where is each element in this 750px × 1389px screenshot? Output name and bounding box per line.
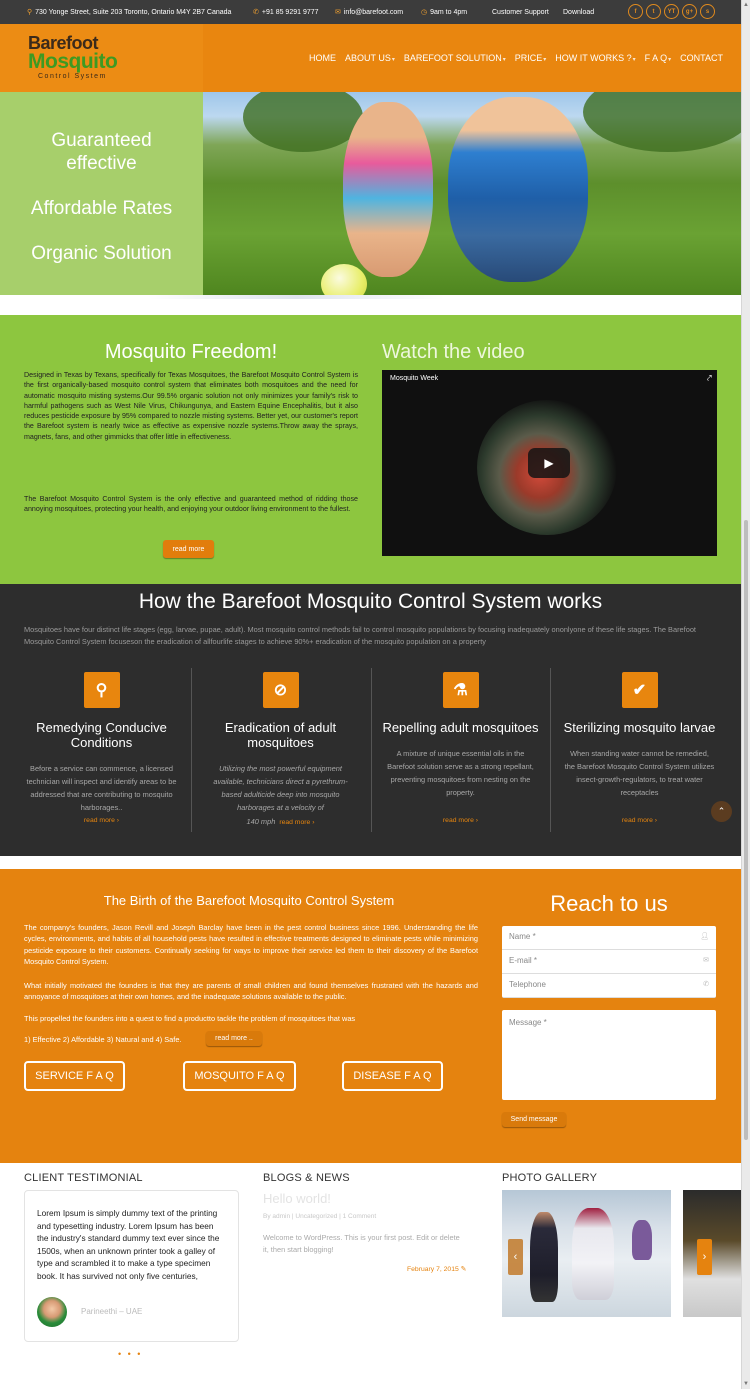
birth-paragraph-3: This propelled the founders into a quest to find a productto tackle the problem of mosquitoes that was bbox=[24, 1014, 356, 1023]
hero-tree bbox=[583, 92, 741, 152]
testimonial-card bbox=[24, 1190, 239, 1342]
disease-faq-button[interactable]: DISEASE F A Q bbox=[342, 1061, 443, 1091]
site-header bbox=[0, 24, 741, 92]
search-icon: ⚲ bbox=[84, 672, 120, 708]
mosquito-faq-button[interactable]: MOSQUITO F A Q bbox=[183, 1061, 296, 1091]
download-link[interactable]: Download bbox=[563, 8, 595, 16]
feature-read-more-label: read more bbox=[279, 819, 311, 826]
video-heading: Watch the video bbox=[382, 341, 525, 363]
chevron-up-icon: ⌃ bbox=[717, 806, 726, 816]
feature-read-more[interactable] bbox=[191, 817, 370, 826]
nav-home[interactable] bbox=[309, 53, 336, 63]
hero-benefit-organic: Organic Solution bbox=[31, 243, 172, 264]
blog-post-excerpt: Welcome to WordPress. This is your first post. Edit or delete it, then start blogging! bbox=[263, 1233, 460, 1254]
nav-faq[interactable] bbox=[645, 53, 672, 63]
photo-person bbox=[632, 1220, 652, 1260]
gallery-photo-ice-skating[interactable] bbox=[502, 1190, 671, 1317]
phone-icon: ✆ bbox=[253, 9, 259, 16]
address-info bbox=[27, 8, 231, 16]
vertical-scrollbar[interactable] bbox=[741, 0, 750, 1389]
service-faq-button[interactable]: SERVICE F A Q bbox=[24, 1061, 125, 1091]
testimonial-author: Parineethi – UAE bbox=[81, 1307, 143, 1316]
intro-paragraph-2: The Barefoot Mosquito Control System is the only effective and guaranteed method of ridding those annoying mosquitoes, protecting your health, and enjoying your outdoor living environment to the fullest. bbox=[24, 495, 358, 514]
pencil-icon: ✎ bbox=[460, 1266, 467, 1273]
youtube-icon[interactable]: YT bbox=[664, 4, 679, 19]
hero-tree bbox=[243, 92, 363, 152]
facebook-icon[interactable]: f bbox=[628, 4, 643, 19]
nav-about-us-label: ABOUT US bbox=[345, 53, 391, 63]
birth-title: The Birth of the Barefoot Mosquito Control System bbox=[103, 893, 395, 908]
message-field[interactable] bbox=[502, 1010, 716, 1100]
chevron-right-icon: › bbox=[475, 817, 479, 824]
gallery-photo-bottles[interactable] bbox=[683, 1190, 741, 1317]
blog-post-date bbox=[407, 1265, 466, 1273]
nav-contact[interactable] bbox=[680, 53, 723, 63]
feature-extra-text: 140 mph bbox=[246, 817, 276, 826]
blog-post-meta: By admin | Uncategorized | 1 Comment bbox=[263, 1213, 377, 1220]
skype-icon[interactable]: s bbox=[700, 4, 715, 19]
hero-benefit-affordable: Affordable Rates bbox=[30, 198, 173, 219]
feature-text: When standing water cannot be remedied, the Barefoot Mosquito Control System utilizes insect-growth-regulators, to treat water receptacles bbox=[564, 749, 715, 797]
feature-remedying bbox=[12, 672, 191, 832]
video-title[interactable]: Mosquito Week bbox=[390, 375, 439, 382]
scroll-up-arrow[interactable]: ▲ bbox=[743, 2, 749, 8]
feature-title: Eradication of adult mosquitoes bbox=[224, 720, 337, 750]
blog-heading: BLOGS & NEWS bbox=[263, 1172, 350, 1184]
envelope-icon: ✉ bbox=[335, 9, 341, 16]
video-player[interactable] bbox=[382, 370, 717, 556]
check-icon: ✔ bbox=[622, 672, 658, 708]
feature-read-more-label: read more bbox=[621, 817, 653, 824]
feature-text: Before a service can commence, a licensed technician will inspect and identify areas to be addressed that are contributing to mosquito harborages.. bbox=[26, 764, 177, 812]
email-text[interactable]: info@barefoot.com bbox=[343, 8, 404, 16]
telephone-placeholder: Telephone bbox=[509, 980, 546, 989]
chevron-right-icon: › bbox=[116, 817, 120, 824]
mosquito-freedom-section bbox=[0, 315, 741, 584]
telephone-field[interactable] bbox=[502, 974, 716, 998]
birth-paragraph-1: The company's founders, Jason Revill and Joseph Barclay have been in the pest control business since 1996. Understanding the life cycles, environments, and habits of all household pests have resulted in effective treatments designed to eliminate pests while minimizing pesticide exposure to their customers. Continually seeking for ways to improve their service led them to their discovery of the Barefoot Mosquito Control System. bbox=[24, 923, 478, 966]
nav-about-us[interactable] bbox=[345, 53, 395, 63]
feature-divider bbox=[191, 668, 192, 832]
footer-widgets bbox=[0, 1163, 741, 1389]
how-title: How the Barefoot Mosquito Control System works bbox=[138, 590, 603, 613]
photo-person bbox=[572, 1208, 614, 1300]
message-placeholder: Message * bbox=[509, 1018, 547, 1027]
hero-boy bbox=[448, 97, 588, 282]
nav-how-it-works-label: HOW IT WORKS ? bbox=[555, 53, 632, 63]
hero-girl bbox=[343, 102, 433, 277]
gallery-prev-button[interactable]: ‹ bbox=[508, 1239, 523, 1275]
hours-text: 9am to 4pm bbox=[430, 8, 468, 16]
logo[interactable] bbox=[28, 34, 148, 84]
chevron-down-icon: ▾ bbox=[632, 57, 636, 63]
feature-divider bbox=[371, 668, 372, 832]
blog-post-date-text: February 7, 2015 bbox=[407, 1266, 459, 1273]
testimonial-text: Lorem Ipsum is simply dummy text of the printing and typesetting industry. Lorem Ipsum has been the industry's standard dummy text ever since the 1500s, when an unknown printer took a galley of type and scrambled it to make a type specimen book. It has survived not only five centuries, bbox=[37, 1208, 220, 1281]
gallery-next-button[interactable]: › bbox=[697, 1239, 712, 1275]
nav-how-it-works[interactable] bbox=[555, 53, 635, 63]
feature-read-more[interactable] bbox=[550, 817, 729, 824]
logo-line-3: Control System bbox=[38, 73, 107, 80]
feature-text: A mixture of unique essential oils in the Barefoot solution serve as a strong repellant, preventing mosquitoes from nesting on the property. bbox=[387, 749, 534, 797]
phone-info bbox=[253, 8, 319, 16]
feature-read-more[interactable] bbox=[12, 817, 191, 824]
feature-text: Utilizing the most powerful equipment available, technicians direct a pyrethrum-based adulticide deep into mosquito harborages at a velocity of bbox=[213, 764, 348, 812]
phone-text: +91 85 9291 9777 bbox=[261, 8, 319, 16]
hero-banner bbox=[0, 92, 741, 299]
feature-read-more-label: read more bbox=[442, 817, 474, 824]
email-info[interactable] bbox=[335, 8, 403, 16]
clock-icon: ◷ bbox=[421, 9, 428, 16]
feature-title: Repelling adult mosquitoes bbox=[382, 720, 539, 735]
chevron-right-icon: › bbox=[654, 817, 658, 824]
feature-read-more[interactable] bbox=[371, 817, 550, 824]
nav-contact-label: CONTACT bbox=[680, 53, 723, 63]
avatar bbox=[37, 1297, 67, 1327]
feature-title: Remedying Conducive Conditions bbox=[36, 720, 167, 750]
birth-read-more-button[interactable]: read more .. bbox=[206, 1031, 262, 1046]
scrollbar-thumb[interactable] bbox=[744, 520, 748, 1140]
twitter-icon[interactable]: t bbox=[646, 4, 661, 19]
hero-benefit-guaranteed: Guaranteed effective bbox=[51, 130, 152, 174]
social-links bbox=[628, 4, 715, 19]
scroll-down-arrow[interactable]: ▼ bbox=[743, 1381, 749, 1387]
customer-support-link[interactable]: Customer Support bbox=[492, 8, 549, 16]
chevron-down-icon: ▾ bbox=[543, 57, 547, 63]
user-icon: 👤︎ bbox=[700, 933, 709, 940]
carousel-dots[interactable]: • • • bbox=[118, 1349, 143, 1359]
nav-price-label: PRICE bbox=[514, 53, 543, 63]
photo-person bbox=[530, 1212, 558, 1302]
birth-paragraph-4: 1) Effective 2) Affordable 3) Natural and 4) Safe. bbox=[24, 1035, 182, 1044]
feature-repelling bbox=[371, 672, 550, 832]
share-icon[interactable]: ⤤ bbox=[706, 373, 712, 383]
nav-price[interactable] bbox=[515, 53, 547, 63]
contact-title: Reach to us bbox=[550, 891, 668, 916]
logo-line-2: Mosquito bbox=[28, 50, 118, 73]
chevron-down-icon: ▾ bbox=[668, 57, 672, 63]
nav-faq-label: F A Q bbox=[644, 53, 668, 63]
nav-barefoot-solution-label: BAREFOOT SOLUTION bbox=[403, 53, 502, 63]
feature-title: Sterilizing mosquito larvae bbox=[563, 720, 716, 735]
testimonial-heading: CLIENT TESTIMONIAL bbox=[24, 1172, 143, 1184]
feature-sterilizing bbox=[550, 672, 729, 832]
hero-image-children-playing bbox=[203, 92, 741, 295]
address-text: 730 Yonge Street, Suite 203 Toronto, Ontario M4Y 2B7 Canada bbox=[35, 8, 232, 16]
read-more-button[interactable]: read more bbox=[163, 540, 214, 558]
chevron-down-icon: ▾ bbox=[391, 57, 395, 63]
birth-paragraph-2: What initially motivated the founders is that they are parents of small children and found themselves frustrated with the hazards and annoyance of mosquitoes at their own homes, and the inadequate solutions available to the public. bbox=[24, 981, 478, 1002]
ban-icon: ⊘ bbox=[263, 672, 299, 708]
birth-and-contact-section bbox=[0, 869, 741, 1163]
section-title: Mosquito Freedom! bbox=[104, 341, 278, 363]
name-placeholder: Name * bbox=[509, 932, 536, 941]
how-intro: Mosquitoes have four distinct life stages (egg, larvae, pupae, adult). Most mosquito control methods fail to control mosquito populations by focusing inadequately ononlyone of these life stages. The Barefoot Mosquito Control System focuseson the eradication of allfourlife stages to achieve 90%+ eradication of the mosquito population on a property bbox=[24, 625, 696, 646]
hero-ball bbox=[321, 264, 367, 299]
main-nav bbox=[309, 24, 723, 92]
hours-info bbox=[421, 8, 467, 16]
email-field[interactable] bbox=[502, 950, 716, 974]
chevron-down-icon: ▾ bbox=[502, 57, 506, 63]
hero-benefits bbox=[0, 92, 203, 295]
envelope-icon: ✉ bbox=[703, 957, 709, 964]
nav-home-label: HOME bbox=[309, 53, 336, 63]
play-button[interactable] bbox=[528, 448, 570, 478]
chevron-right-icon: › bbox=[312, 819, 315, 826]
blog-post-title[interactable]: Hello world! bbox=[263, 1191, 331, 1206]
top-bar bbox=[0, 0, 741, 24]
gallery-heading: PHOTO GALLERY bbox=[502, 1172, 598, 1184]
feature-divider bbox=[550, 668, 551, 832]
name-field[interactable] bbox=[502, 926, 716, 950]
map-pin-icon: ⚲ bbox=[27, 9, 33, 16]
scroll-to-top-button[interactable] bbox=[711, 801, 732, 822]
feature-read-more-label: read more bbox=[83, 817, 115, 824]
intro-paragraph-1: Designed in Texas by Texans, specifically for Texas Mosquitoes, the Barefoot Mosquito Control System is the first organically-based mosquito control system that eliminates both mosquitoes and the need for automatic mosquito misting systems.Our 99.5% organic solution not only minimizes your family's risk to harmful pathogens such as West Nile Virus, Chikungunya, and Eastern Equine Encephalitis, but it also reduces pesticide exposure by 95% compared to nozzle misting systems. Better yet, our customer's report the Barefoot system is nearly twice as effective as expensive nozzle systems.Throw away the sprays, magnets, fans, and other gimmicks that offer little in effectiveness. bbox=[24, 371, 358, 441]
email-placeholder: E-mail * bbox=[509, 956, 538, 965]
send-message-button[interactable]: Send message bbox=[502, 1112, 566, 1127]
feature-eradication bbox=[191, 672, 370, 832]
google-plus-icon[interactable]: g+ bbox=[682, 4, 697, 19]
phone-icon: ✆ bbox=[703, 981, 709, 988]
hero-divider bbox=[0, 295, 741, 299]
nav-barefoot-solution[interactable] bbox=[404, 53, 506, 63]
logo-line-1: Barefoot bbox=[28, 33, 99, 53]
play-icon: ▶ bbox=[544, 456, 554, 470]
flask-icon: ⚗ bbox=[443, 672, 479, 708]
